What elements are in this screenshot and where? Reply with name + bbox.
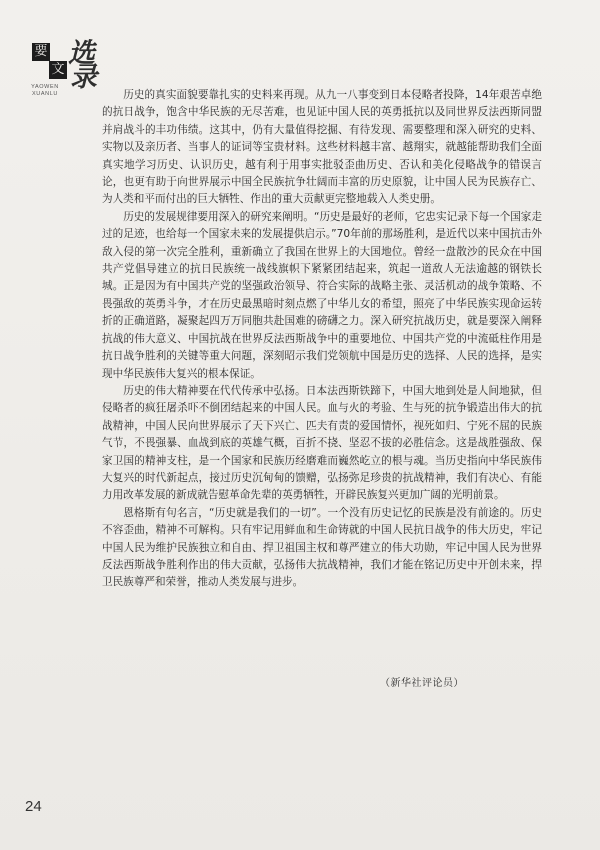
paragraph-3: 历史的伟大精神要在代代传承中弘扬。日本法西斯铁蹄下，中国大地到处是人间地狱，但侵略者的疯狂屠杀吓不倒团结起来的中国人民。血与火的考验、生与死的抗争锻造出伟大的抗战精神，中国人民向世界展示了天下兴亡、匹夫有责的爱国情怀，视死如归、宁死不屈的民族气节，不畏强暴、血战到底的英雄气概，百折不挠、坚忍不拔的必胜信念。这是战胜强敌、保家卫国的精神支柱，是一个国家和民族历经磨难而巍然屹立的根与魂。当历史指向中华民族伟大复兴的时代新起点，接过历史沉甸甸的馈赠，弘扬弥足珍贵的抗战精神，我们有决心、有能力用改革发展的新成就告慰革命先辈的英勇牺牲，开辟民族复兴更加广阔的光明前景。 bbox=[102, 384, 542, 502]
column-logo bbox=[22, 38, 104, 100]
logo-script-char-1: 选 bbox=[68, 38, 95, 69]
logo-script bbox=[68, 38, 102, 93]
paragraph-4: 恩格斯有句名言，“历史就是我们的一切”。一个没有历史记忆的民族是没有前途的。历史不容歪曲，精神不可解构。只有牢记用鲜血和生命铸就的中国人民抗日战争的伟大历史，牢记中国人民为维护民族独立和自由、捍卫祖国主权和尊严建立的伟大功勋，牢记中国人民为世界反法西斯战争胜利作出的伟大贡献，弘扬伟大抗战精神，我们才能在铭记历史中开创未来，捍卫民族尊严和荣誉，推动人类发展与进步。 bbox=[102, 506, 542, 589]
logo-english bbox=[22, 84, 68, 98]
logo-english-line-1: YAOWEN bbox=[31, 84, 59, 90]
article-body bbox=[102, 87, 542, 592]
paragraph-2: 历史的发展规律要用深入的研究来阐明。“历史是最好的老师，它忠实记录下每一个国家走过的足迹，也给每一个国家未来的发展提供启示。”70年前的那场胜利，是近代以来中国抗击外敌入侵的第一次完全胜利，重新确立了我国在世界上的大国地位。曾经一盘散沙的民众在中国共产党倡导建立的抗日民族统一战线旗帜下紧紧团结起来，筑起一道敌人无法逾越的钢铁长城。正是因为有中国共产党的坚强政治领导、符合实际的战略主张、灵活机动的战争策略、不畏强敌的英勇斗争，才在历史最黑暗时刻点燃了中华儿女的希望，照亮了中华民族实现命运转折的正确道路，凝聚起四万万同胞共赴国难的磅礴之力。深入研究抗战历史，就是要深入阐释抗战的伟大意义、中国抗战在世界反法西斯战争中的重要地位、中国共产党的中流砥柱作用是抗日战争胜利的关键等重大问题，深刻昭示我们党领航中国是历史的选择、人民的选择，是实现中华民族伟大复兴的根本保证。 bbox=[102, 210, 542, 380]
page-number: 24 bbox=[25, 798, 42, 815]
paragraph-1: 历史的真实面貌要靠扎实的史料来再现。从九一八事变到日本侵略者投降，14年艰苦卓绝的抗日战争，饱含中华民族的无尽苦难，也见证中国人民的英勇抵抗以及同世界反法西斯同盟并肩战斗的丰功伟绩。这其中，仍有大量值得挖掘、有待发现、需要整理和深入研究的史料、实物以及亲历者、当事人的证词等宝贵材料。这些材料越丰富、越翔实，就越能帮助我们全面真实地学习历史、认识历史，越有利于用事实批驳歪曲历史、否认和美化侵略战争的错误言论，也更有助于向世界展示中国全民族抗争壮阔而丰富的历史原貌，让中国人民为民族存亡、为人类和平而付出的巨大牺牲、作出的重大贡献更完整地载入人类史册。 bbox=[102, 89, 542, 206]
logo-script-char-2: 录 bbox=[70, 62, 97, 93]
logo-char-box-2: 文 bbox=[49, 61, 67, 79]
logo-english-line-2: XUANLU bbox=[32, 91, 58, 97]
author-signature: （新华社评论员） bbox=[380, 678, 464, 689]
logo-char-box-1: 要 bbox=[32, 43, 50, 61]
